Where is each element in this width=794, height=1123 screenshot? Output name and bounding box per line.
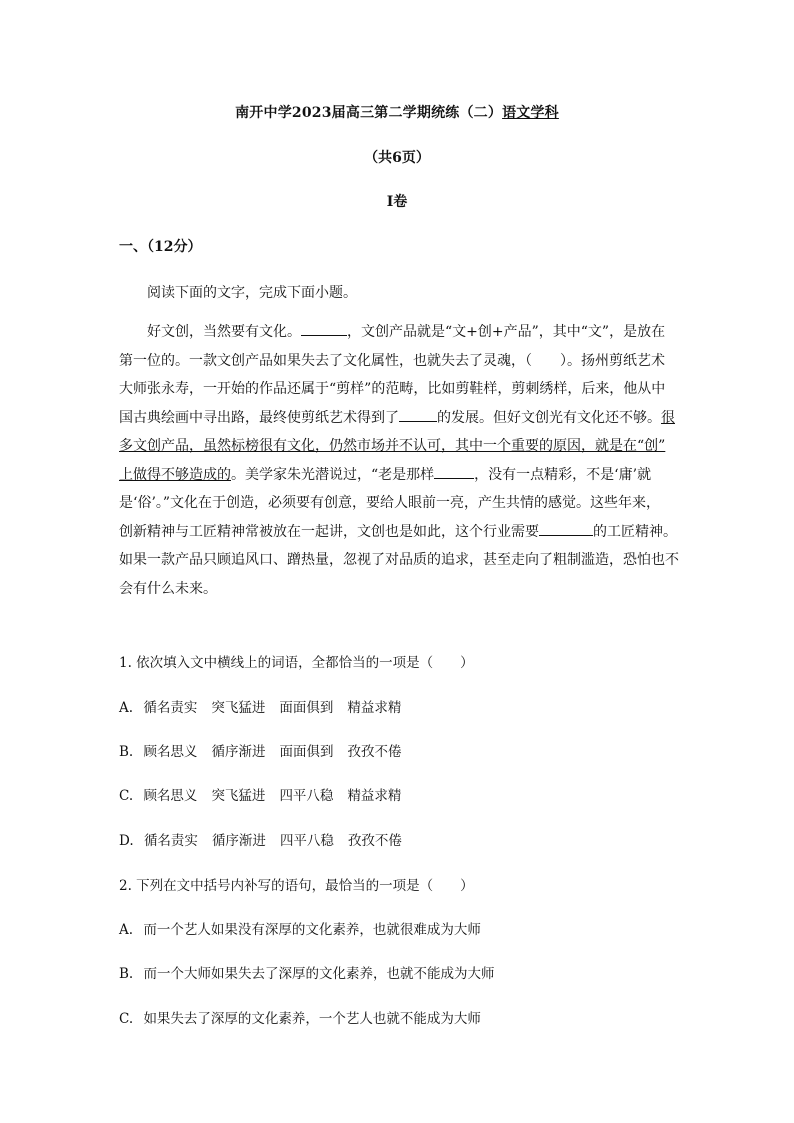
page-count: （共6页） <box>364 150 430 166</box>
passage-line: 好文创，当然要有文化。 ，文创产品就是“文+创+产品”，其中“文”，是放在 <box>119 318 681 347</box>
question-2-stem: 2. 下列在文中括号内补写的语句，最恰当的一项是（ ） <box>119 878 474 894</box>
fill-blank-3 <box>434 464 474 479</box>
title-subject: 语文学科 <box>502 105 559 121</box>
underlined-sentence-end: 上做得不够造成的 <box>119 466 231 483</box>
title-main: 南开中学2023届高三第二学期统练（二） <box>235 105 503 121</box>
question-1-option-d: D. 循名责实 循序渐进 四平八稳 孜孜不倦 <box>119 833 402 849</box>
fill-blank-2 <box>399 407 437 422</box>
question-2-option-c: C. 如果失去了深厚的文化素养，一个艺人也就不能成为大师 <box>119 1011 481 1027</box>
passage-line: 如果一款产品只顾追风口、蹭热量，忽视了对品质的追求，甚至走向了粗制滥造，恐怕也不 <box>119 552 679 568</box>
passage-line: 会有什么未来。 <box>119 580 217 597</box>
fill-blank-4 <box>539 521 593 536</box>
fill-blank-1 <box>301 321 347 336</box>
underlined-sentence: 多文创产品，虽然标榜很有文化，仍然市场并不认可，其中一个重要的原因，就是在“创” <box>119 438 666 454</box>
question-2-option-a: A. 而一个艺人如果没有深厚的文化素养，也就很难成为大师 <box>119 922 481 938</box>
passage-line: 上做得不够造成的。美学家朱光潜说过，“老是那样 ，没有一点精彩，不是‘庸’就 <box>119 461 681 490</box>
passage-line: 是‘俗’。”文化在于创造，必须要有创意，要给人眼前一亮，产生共情的感觉。这些年来， <box>119 495 661 511</box>
question-2-option-b: B. 而一个大师如果失去了深厚的文化素养，也就不能成为大师 <box>119 966 495 982</box>
question-1-option-c: C. 顾名思义 突飞猛进 四平八稳 精益求精 <box>119 788 402 804</box>
reading-passage <box>119 318 681 603</box>
volume-label: Ⅰ卷 <box>386 194 408 210</box>
passage-line: 第一位的。一款文创产品如果失去了文化属性，也就失去了灵魂，（ ）。扬州剪纸艺术 <box>119 352 665 369</box>
section-instruction: 阅读下面的文字，完成下面小题。 <box>147 285 357 301</box>
passage-line: 大师张永寿，一开始的作品还属于“剪样”的范畴，比如剪鞋样，剪刺绣样，后来，他从中 <box>119 381 666 397</box>
passage-line: 国古典绘画中寻出路，最终使剪纸艺术得到了 的发展。但好文创光有文化还不够。很 <box>119 404 681 433</box>
question-1-option-a: A. 循名责实 突飞猛进 面面俱到 精益求精 <box>119 700 402 716</box>
section-heading: 一、（12分） <box>119 239 202 255</box>
exam-title <box>0 102 794 122</box>
passage-line: 创新精神与工匠精神常被放在一起讲，文创也是如此，这个行业需要 的工匠精神。 <box>119 518 681 547</box>
question-1-stem: 1. 依次填入文中横线上的词语，全都恰当的一项是（ ） <box>119 655 474 671</box>
question-1-option-b: B. 顾名思义 循序渐进 面面俱到 孜孜不倦 <box>119 744 402 760</box>
